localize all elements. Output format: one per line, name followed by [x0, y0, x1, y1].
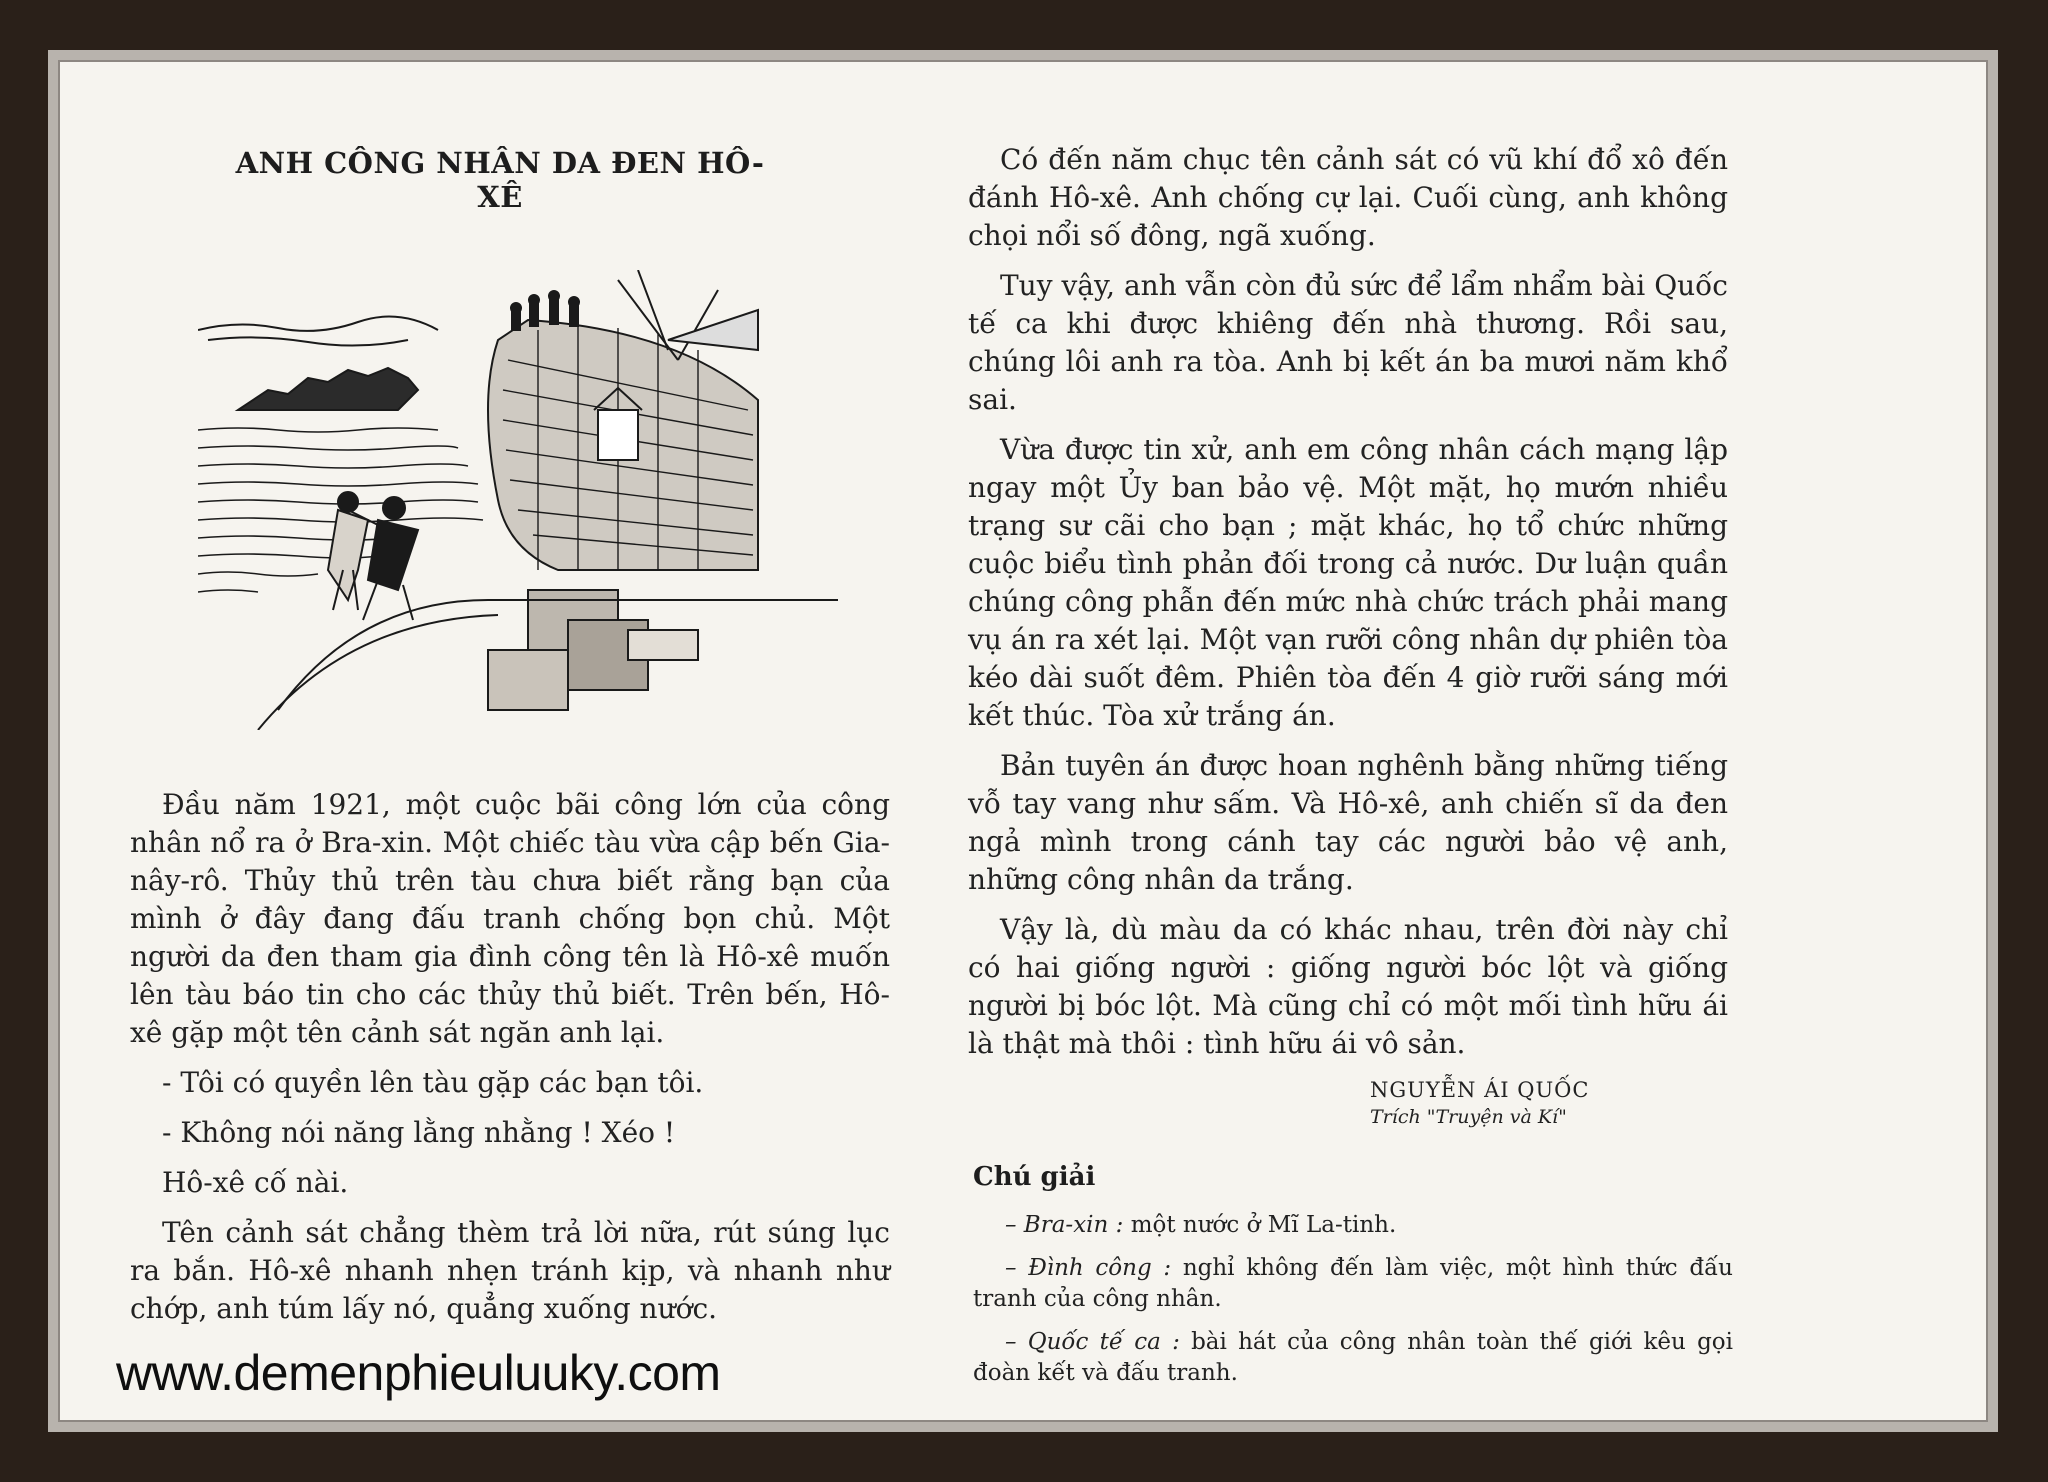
- attribution: [1370, 1078, 1770, 1128]
- paragraph: Có đến năm chục tên cảnh sát có vũ khí đổ xô đến đánh Hô-xê. Anh chống cự lại. Cuối cùng, anh không chọi nổi số đông, ngã xuống.: [968, 143, 1728, 252]
- left-column: [130, 786, 890, 1340]
- dialogue-line: - Không nói năng lằng nhằng ! Xéo !: [162, 1116, 676, 1149]
- paragraph: Vừa được tin xử, anh em công nhân cách mạng lập ngay một Ủy ban bảo vệ. Một mặt, họ mướn nhiều trạng sư cãi cho bạn ; mặt khác, họ tổ chức những cuộc biểu tình phản đối trong cả nước. Dư luận quần chúng công phẫn đến mức nhà chức trách phải mang vụ án ra xét lại. Một vạn rưỡi công nhân dự phiên tòa kéo dài suốt đêm. Phiên tòa đến 4 giờ rưỡi sáng mới kết thúc. Tòa xử trắng án.: [968, 433, 1728, 732]
- dialogue-line: - Tôi có quyền lên tàu gặp các bạn tôi.: [162, 1066, 704, 1099]
- note-item: [973, 1327, 1733, 1389]
- website-watermark: www.demenphieuluuky.com: [116, 1345, 721, 1401]
- note-text: nghỉ không đến làm việc, một hình thức đấu tranh của công nhân.: [973, 1255, 1733, 1312]
- ship-harbor-illustration: [198, 270, 838, 730]
- author-name: NGUYỄN ÁI QUỐC: [1370, 1078, 1590, 1102]
- paragraph: Đầu năm 1921, một cuộc bãi công lớn của công nhân nổ ra ở Bra-xin. Một chiếc tàu vừa cập bến Gia-nây-rô. Thủy thủ trên tàu chưa biết rằng bạn của mình ở đây đang đấu tranh chống bọn chủ. Một người da đen tham gia đình công tên là Hô-xê muốn lên tàu báo tin cho các thủy thủ biết. Trên bến, Hô-xê gặp một tên cảnh sát ngăn anh lại.: [130, 788, 890, 1049]
- right-column: [968, 141, 1728, 1075]
- note-term: – Đình công :: [1005, 1255, 1172, 1281]
- note-text: bài hát của công nhân toàn thế giới kêu gọi đoàn kết và đấu tranh.: [973, 1329, 1733, 1386]
- paragraph: Bản tuyên án được hoan nghênh bằng những tiếng vỗ tay vang như sấm. Và Hô-xê, anh chiến sĩ da đen ngả mình trong cánh tay các người bảo vệ anh, những công nhân da trắng.: [968, 749, 1728, 896]
- paragraph: Hô-xê cố nài.: [162, 1166, 349, 1199]
- note-item: [973, 1210, 1733, 1241]
- paragraph: Tên cảnh sát chẳng thèm trả lời nữa, rút súng lục ra bắn. Hô-xê nhanh nhẹn tránh kịp, và nhanh như chớp, anh túm lấy nó, quẳng xuống nước.: [130, 1216, 890, 1325]
- note-term: – Bra-xin :: [1005, 1212, 1124, 1238]
- notes-list: [973, 1210, 1733, 1401]
- note-text: một nước ở Mĩ La-tinh.: [1123, 1212, 1397, 1238]
- paragraph: Tuy vậy, anh vẫn còn đủ sức để lẩm nhẩm bài Quốc tế ca khi được khiêng đến nhà thương. Rồi sau, chúng lôi anh ra tòa. Anh bị kết án ba mươi năm khổ sai.: [968, 269, 1728, 416]
- note-item: [973, 1253, 1733, 1315]
- source-citation: Trích "Truyện và Kí": [1370, 1106, 1567, 1128]
- notes-heading: Chú giải: [973, 1162, 1096, 1192]
- note-term: – Quốc tế ca :: [1005, 1329, 1180, 1355]
- story-title: ANH CÔNG NHÂN DA ĐEN HÔ-XÊ: [235, 146, 765, 214]
- paragraph: Vậy là, dù màu da có khác nhau, trên đời này chỉ có hai giống người : giống người bóc lột và giống người bị bóc lột. Mà cũng chỉ có một mối tình hữu ái là thật mà thôi : tình hữu ái vô sản.: [968, 913, 1728, 1060]
